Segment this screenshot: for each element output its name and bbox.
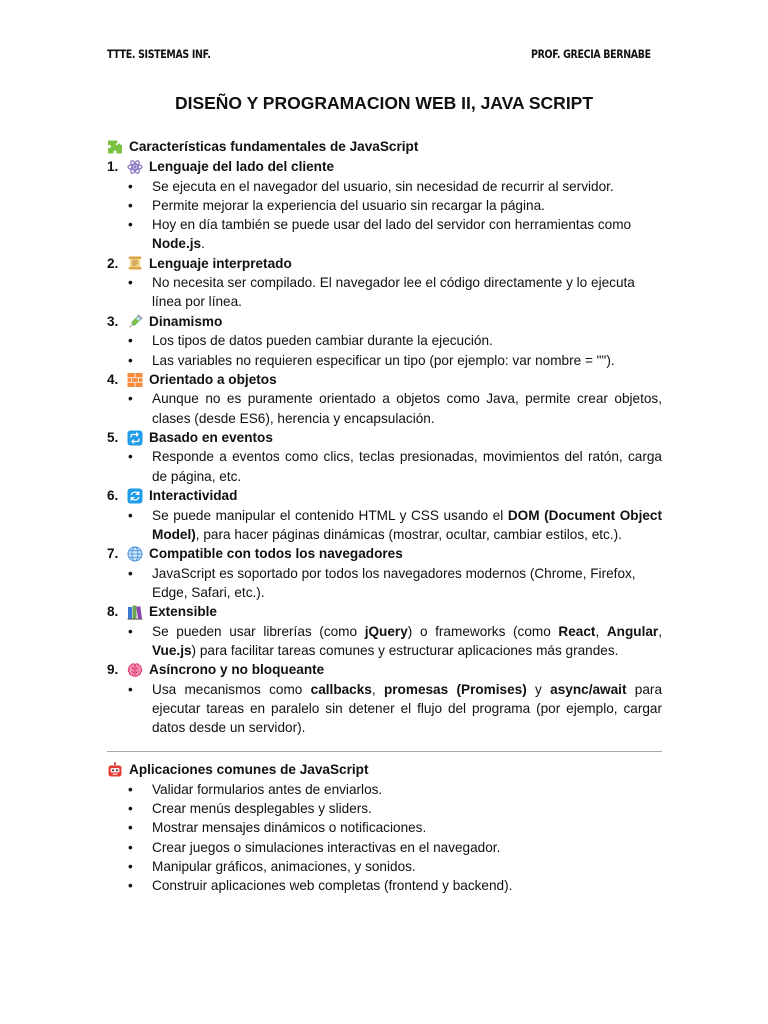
list-item: • Permite mejorar la experiencia del usuario sin recargar la página. [107, 196, 662, 215]
feature-heading-8 [107, 602, 662, 622]
item-heading-text: Interactividad [149, 488, 238, 504]
list-item [107, 680, 662, 738]
bold-text: callbacks [310, 681, 372, 697]
feature-heading-2 [107, 254, 662, 274]
text-span: Se pueden usar librerías (como [152, 623, 365, 639]
globe-icon [127, 546, 143, 562]
list-item [107, 622, 662, 661]
document-body [107, 137, 662, 896]
item-heading-text: Compatible con todos los navegadores [149, 546, 403, 562]
repeat-icon [127, 430, 143, 446]
feature-heading-4 [107, 370, 662, 390]
bullet-list [107, 331, 662, 370]
feature-heading-9 [107, 660, 662, 680]
item-number: 4. [107, 371, 119, 387]
text-span: , [371, 681, 384, 697]
section-heading-features [107, 137, 662, 157]
bold-text: async/await [550, 681, 627, 697]
text-span: para ejecutar tareas en paralelo sin detener el flujo del programa (por ejemplo, cargar datos desde un servidor). [152, 681, 663, 736]
item-heading-text: Lenguaje interpretado [149, 255, 292, 271]
bold-text: promesas (Promises) [383, 681, 527, 697]
syringe-icon [127, 314, 143, 330]
bold-text: jQuery [364, 623, 408, 639]
brain-icon [127, 662, 143, 678]
feature-heading-7 [107, 544, 662, 564]
section-heading-text: Características fundamentales de JavaScript [129, 139, 419, 155]
list-item: • Aunque no es puramente orientado a objetos como Java, permite crear objetos, clases (desde ES6), herencia y encapsulación. [107, 389, 662, 428]
bullet-list [107, 622, 662, 661]
puzzle-icon [107, 139, 123, 155]
books-icon [127, 604, 143, 620]
text-span: , [658, 623, 662, 639]
feature-heading-6 [107, 486, 662, 506]
item-number: 7. [107, 546, 119, 562]
list-item: • Mostrar mensajes dinámicos o notificaciones. [107, 818, 662, 837]
text-span: . [201, 236, 205, 252]
item-number: 3. [107, 313, 119, 329]
list-item: • Las variables no requieren especificar un tipo (por ejemplo: var nombre = ""). [107, 351, 662, 370]
list-item: • Manipular gráficos, animaciones, y sonidos. [107, 857, 662, 876]
bold-text: Node.js [152, 236, 202, 252]
text-span: ) o frameworks (como [407, 623, 559, 639]
atom-icon [127, 159, 143, 175]
list-item: • Construir aplicaciones web completas (frontend y backend). [107, 876, 662, 895]
item-number: 8. [107, 604, 119, 620]
scroll-icon [127, 255, 143, 271]
item-number: 1. [107, 159, 119, 175]
item-heading-text: Extensible [149, 604, 217, 620]
item-heading-text: Asíncrono y no bloqueante [149, 662, 325, 678]
robot-icon [107, 762, 123, 778]
text-span: y [526, 681, 551, 697]
list-item: • Crear juegos o simulaciones interactivas en el navegador. [107, 838, 662, 857]
page-title: DISEÑO Y PROGRAMACION WEB II, JAVA SCRIPT [174, 93, 594, 113]
bold-text: Angular [606, 623, 659, 639]
bullet-list [107, 177, 662, 254]
bullet-list [107, 564, 662, 603]
header-right: PROF. GRECIA BERNABE [531, 47, 651, 61]
text-span: Se puede manipular el contenido HTML y CSS usando el [152, 507, 508, 523]
list-item: • No necesita ser compilado. El navegador lee el código directamente y lo ejecuta línea por línea. [107, 273, 662, 312]
bold-text: Vue.js [152, 643, 192, 659]
item-heading-text: Lenguaje del lado del cliente [149, 159, 335, 175]
list-item [107, 215, 662, 254]
item-number: 2. [107, 255, 119, 271]
text-span: Hoy en día también se puede usar del lado del servidor con herramientas como [152, 217, 632, 233]
list-item [107, 506, 662, 545]
text-span: ) para facilitar tareas comunes y estructurar aplicaciones más grandes. [191, 643, 619, 659]
bold-text: React [558, 623, 596, 639]
refresh-icon [127, 488, 143, 504]
item-heading-text: Basado en eventos [149, 430, 273, 446]
text-span: , [595, 623, 607, 639]
text-span: , para hacer páginas dinámicas (mostrar, ocultar, cambiar estilos, etc.). [195, 526, 622, 542]
item-number: 9. [107, 662, 119, 678]
bullet-list [107, 447, 662, 486]
item-number: 5. [107, 430, 119, 446]
list-item: • Crear menús desplegables y sliders. [107, 799, 662, 818]
bricks-icon [127, 372, 143, 388]
feature-heading-3 [107, 312, 662, 332]
item-heading-text: Dinamismo [149, 313, 223, 329]
list-item: • Se ejecuta en el navegador del usuario, sin necesidad de recurrir al servidor. [107, 177, 662, 196]
list-item: • JavaScript es soportado por todos los navegadores modernos (Chrome, Firefox, Edge, Safari, etc.). [107, 564, 662, 603]
text-span: Usa mecanismos como [152, 681, 311, 697]
item-number: 6. [107, 488, 119, 504]
list-item: • Los tipos de datos pueden cambiar durante la ejecución. [107, 331, 662, 350]
bullet-list [107, 780, 662, 896]
section-heading-applications [107, 760, 662, 780]
list-item: • Responde a eventos como clics, teclas presionadas, movimientos del ratón, carga de página, etc. [107, 447, 662, 486]
horizontal-divider [107, 751, 662, 752]
bullet-list [107, 506, 662, 545]
header-left: TTTE. SISTEMAS INF. [107, 47, 211, 61]
item-heading-text: Orientado a objetos [149, 371, 277, 387]
list-item: • Validar formularios antes de enviarlos. [107, 780, 662, 799]
bold-text: DOM (Document Object Model) [152, 507, 662, 542]
section-heading-text: Aplicaciones comunes de JavaScript [129, 762, 369, 778]
feature-heading-1 [107, 157, 662, 177]
bullet-list [107, 273, 662, 312]
bullet-list [107, 389, 662, 428]
bullet-list [107, 680, 662, 738]
feature-heading-5 [107, 428, 662, 448]
